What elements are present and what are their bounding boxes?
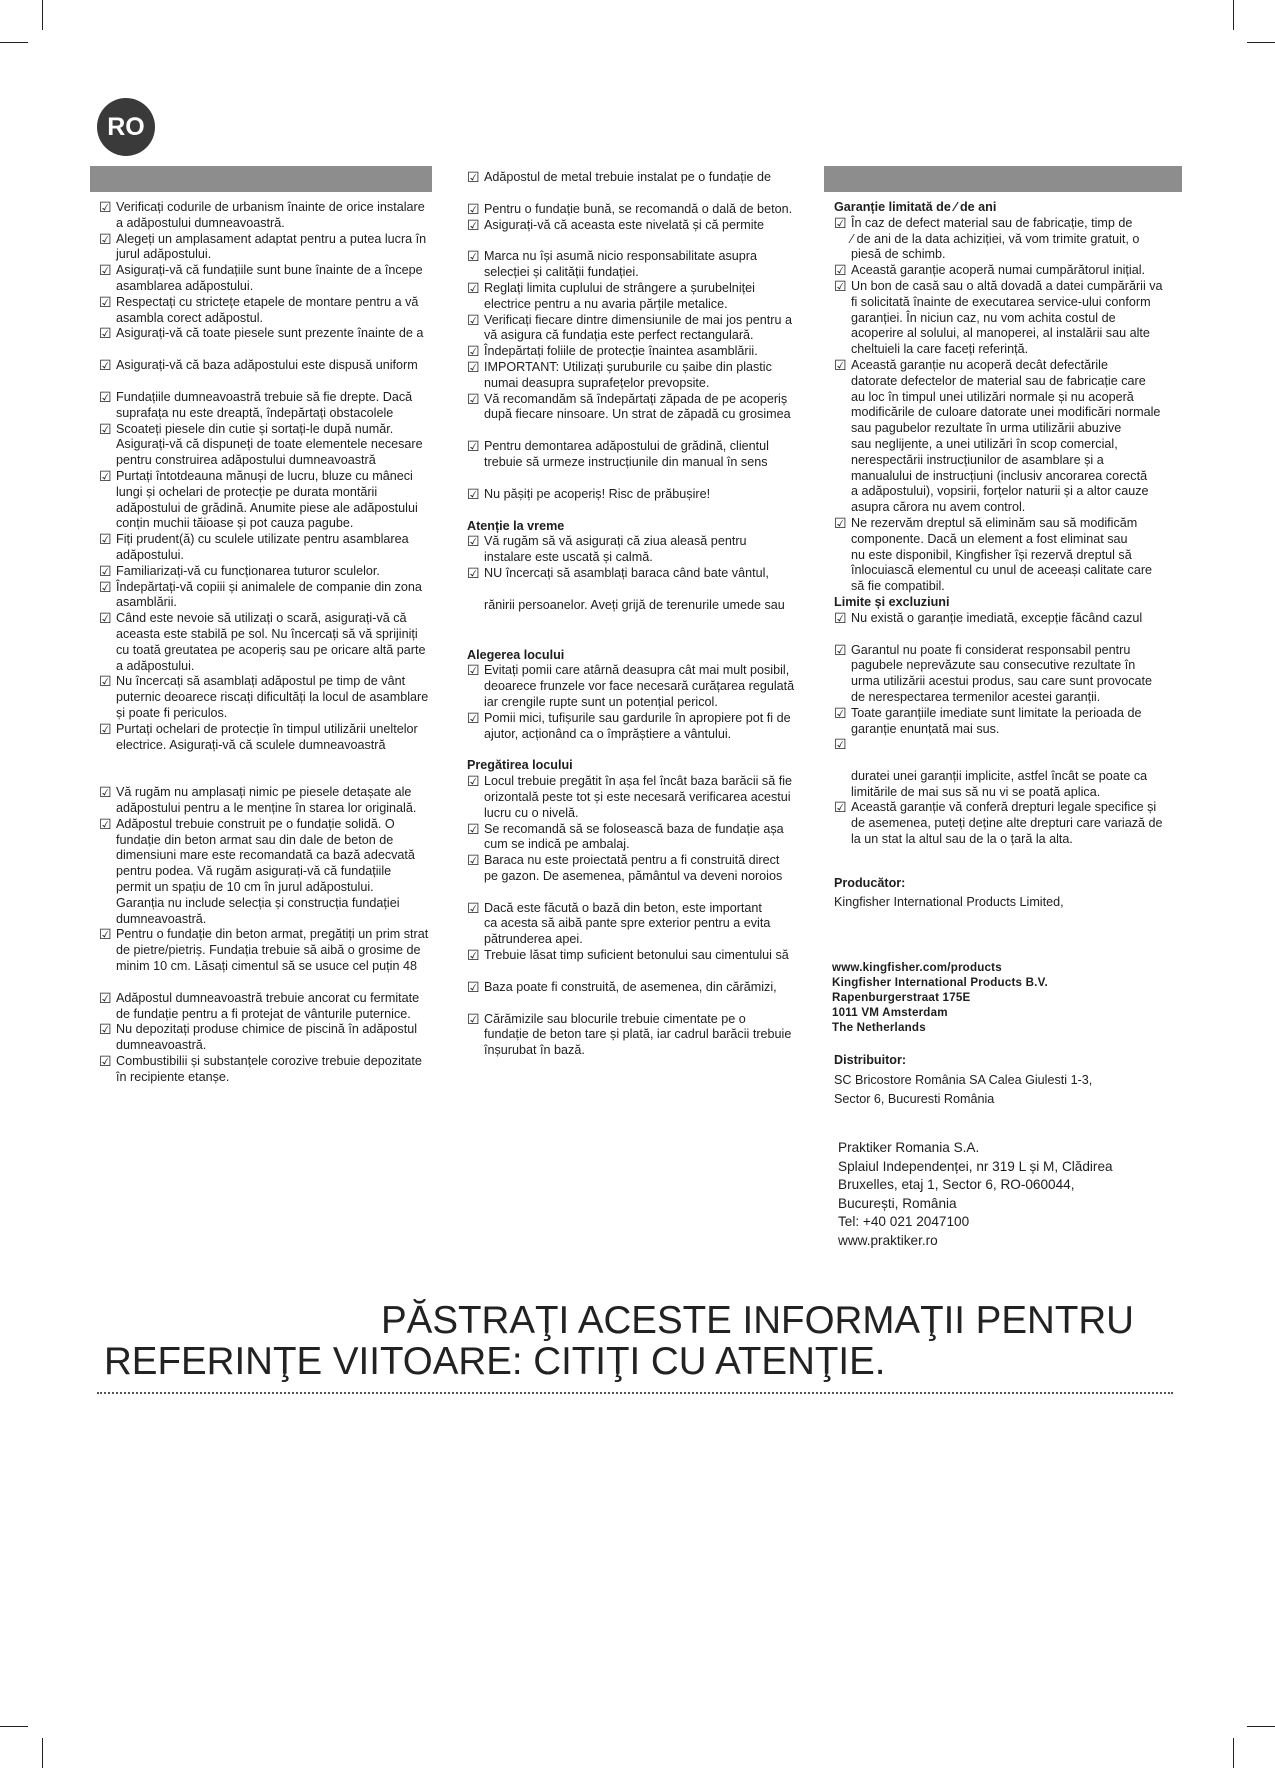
kingfisher-address: www.kingfisher.com/products Kingfisher International Products B.V. Rapenburgerstraat 175E 1011 VM Amsterdam The Netherlands [832, 961, 1048, 1034]
checklist-item [467, 711, 812, 743]
checkbox-icon: ☑ [834, 609, 847, 626]
checkbox-icon: ☑ [467, 564, 480, 581]
checkbox-icon: ☑ [99, 262, 112, 279]
footer-line-1: PĂSTRAŢI ACESTE INFORMAŢII PENTRU [381, 1299, 1134, 1342]
section-header-bar [90, 166, 432, 192]
checklist-item-text: Reglați limita cuplului de strângere a șurubelniței electrice pentru a nu avaria părțile metalice. [484, 280, 755, 311]
checkbox-icon: ☑ [99, 420, 112, 437]
checklist-item-text: Această garanție vă conferă drepturi legale specifice și de asemenea, puteți deține alte drepturi care variază de la un stat la altul sau de la o țară la alta. [851, 800, 1163, 847]
checklist-item-text: Vă rugăm nu amplasați nimic pe piesele detașate ale adăpostului pentru a le menține în starea lor originală. [116, 785, 417, 816]
checklist-item-text: Pentru o fundație din beton armat, pregătiți un prim strat de pietre/pietriș. Fundația trebuie să aibă o grosime de minim 10 cm. Lăsați cimentul să se usuce cel puțin 48 [116, 927, 429, 974]
checklist-item-text: Îndepărtați-vă copiii și animalele de companie din zona asamblării. [116, 579, 422, 610]
crop-mark [42, 0, 43, 30]
checklist-item-text: Verificați fiecare dintre dimensiunile de mai jos pentru a vă asigura că fundația este perfect rectangulară. [484, 312, 793, 343]
checkbox-icon: ☑ [467, 709, 480, 726]
warranty-title: Garanție limitată de ⁄ de ani [834, 200, 997, 214]
checkbox-icon: ☑ [99, 531, 112, 548]
checklist-item-text: Alegeți un amplasament adaptat pentru a putea lucra în jurul adăpostului. [116, 231, 427, 262]
checklist-item-text: Nu depozitați produse chimice de piscină în adăpostul dumneavoastră. [116, 1022, 418, 1053]
checklist-item-text: Evitați pomii care atârnă deasupra cât mai mult posibil, deoarece frunzele vor face necesară curățarea regulată iar crengile rupte sunt un potențial pericol. [484, 663, 795, 709]
checklist-item-text: Scoateți piesele din cutie și sortați-le după număr. Asigurați-vă că dispuneți de toate elementele necesare pentru construirea adăpostului dumneavoastră [116, 421, 423, 468]
checklist-item [467, 392, 812, 424]
checklist-item [99, 1054, 439, 1086]
producer-name: Kingfisher International Products Limited, [834, 895, 1064, 909]
checklist-item [467, 439, 812, 471]
checklist-item [834, 279, 1184, 358]
checklist-item-text: Locul trebuie pregătit în așa fel încât baza barăcii să fie orizontală peste tot și este necesară verificarea acestui lucru cu o nivelă. [484, 774, 793, 820]
checklist-item [467, 853, 812, 885]
checklist-item [99, 580, 439, 612]
checklist-item [467, 218, 812, 234]
checkbox-icon: ☑ [467, 773, 480, 790]
limits-title: Limite și excluziuni [834, 594, 950, 609]
checkbox-icon: ☑ [834, 799, 847, 816]
checklist-item [99, 232, 439, 264]
checkbox-icon: ☑ [467, 169, 480, 185]
praktiker-address: Praktiker Romania S.A. Splaiul Independenței, nr 319 L și M, Clădirea Bruxelles, etaj 1, Sector 6, RO-060044, București, România Tel: +40 021 2047100 www.praktiker.ro [838, 1140, 1113, 1248]
checkbox-icon: ☑ [467, 343, 480, 360]
checklist-item-text: Fundațiile dumneavoastră trebuie să fie drepte. Dacă suprafața nu este dreaptă, îndepărtați obstacolele [116, 389, 413, 420]
checkbox-icon: ☑ [834, 356, 847, 373]
checkbox-icon: ☑ [467, 1010, 480, 1027]
checklist-item [834, 643, 1184, 706]
checkbox-icon: ☑ [834, 641, 847, 658]
checklist-item-text: Purtați ochelari de protecție în timpul utilizării uneltelor electrice. Asigurați-vă că sculele dumneavoastră [116, 721, 418, 752]
checkbox-icon: ☑ [834, 704, 847, 721]
checklist-item-text: duratei unei garanții implicite, astfel încât se poate ca limitările de mai sus să nu vi se poată aplica. [851, 768, 1148, 799]
dotted-divider [97, 1392, 1173, 1394]
checklist-item-text: Vă rugăm să vă asigurați că ziua aleasă pentru instalare este uscată și calmă. [484, 534, 747, 565]
checkbox-icon: ☑ [99, 989, 112, 1006]
checklist-item-text: Verificați codurile de urbanism înainte de orice instalare a adăpostului dumneavoastră. [116, 200, 425, 230]
checklist-item [99, 564, 439, 580]
checklist-item-text: Nu există o garanție imediată, excepție făcând cazul [851, 610, 1143, 625]
checkbox-icon: ☑ [467, 358, 480, 375]
checkbox-icon: ☑ [99, 293, 112, 310]
checkbox-icon: ☑ [467, 248, 480, 265]
checklist-item [99, 326, 439, 342]
checklist-item-text: Toate garanțiile imediate sunt limitate la perioada de garanție enunțată mai sus. [851, 705, 1142, 736]
checklist-item-text: Fiți prudent(ă) cu sculele utilizate pentru asamblarea adăpostului. [116, 532, 409, 562]
checklist-item-text: Când este nevoie să utilizați o scară, asigurați-vă că aceasta este stabilă pe sol. Nu încercați să vă sprijiniți cu toată greutatea pe acoperiș sau pe oricare altă parte a adăpostului. [116, 611, 426, 673]
checklist-item [99, 817, 439, 928]
warranty-column [834, 200, 1184, 848]
checklist-item-text: Asigurați-vă că aceasta este nivelată și că permite [484, 217, 764, 232]
checklist-item [467, 1012, 812, 1059]
checkbox-icon: ☑ [99, 357, 112, 374]
checkbox-icon: ☑ [99, 199, 112, 215]
checklist-item [99, 532, 439, 564]
checkbox-icon: ☑ [834, 514, 847, 531]
checkbox-icon: ☑ [834, 262, 847, 279]
checkbox-icon: ☑ [99, 562, 112, 579]
crop-mark [42, 1738, 43, 1768]
checklist-item [467, 313, 812, 345]
crop-mark [1233, 1738, 1234, 1768]
checklist-item-text: NU încercați să asamblați baraca când bate vântul, [484, 565, 769, 580]
foundation-column [467, 170, 812, 1059]
checkbox-icon: ☑ [467, 662, 480, 679]
checkbox-icon: ☑ [99, 467, 112, 484]
location-title: Alegerea locului [467, 647, 565, 662]
checklist-item [99, 1022, 439, 1054]
checklist-item [99, 785, 439, 817]
checkbox-icon: ☑ [99, 1021, 112, 1038]
checklist-item [467, 663, 812, 710]
checklist-item-text: Familiarizați-vă cu funcționarea tuturor sculelor. [116, 563, 380, 578]
checklist-item-text: Se recomandă să se folosească baza de fundație așa cum se indică pe ambalaj. [484, 821, 784, 852]
checklist-item [467, 534, 812, 566]
checkbox-icon: ☑ [467, 216, 480, 233]
checklist-item-text: Adăpostul de metal trebuie instalat pe o fundație de [484, 170, 772, 184]
checklist-item-text: Trebuie lăsat timp suficient betonului sau cimentului să [484, 948, 789, 963]
checklist-item-text: Adăpostul trebuie construit pe o fundație solidă. O fundație din beton armat sau din dale de beton de dimensiuni mare este recomandată ca bază adecvată pentru podea. Vă rugăm asigurați-vă că fundațiile permit un spațiu de 10 cm în jurul adăpostului. Garanția nu include selecția și construcția fundației dumneavoastră. [116, 816, 415, 926]
checkbox-icon: ☑ [467, 978, 480, 995]
producer-title: Producător: [834, 876, 906, 890]
checklist-item-text: Vă recomandăm să îndepărtați zăpada de pe acoperiș după fiecare ninsoare. Un strat de zăpadă cu grosimea [484, 391, 791, 422]
preparation-title: Pregătirea locului [467, 758, 573, 773]
checklist-item [467, 566, 812, 582]
checklist-item-text: Cărămizile sau blocurile trebuie cimentate pe o fundație de beton tare și plată, iar cadrul barăcii trebuie înșurubat în bază. [484, 1011, 792, 1058]
section-header-bar [824, 166, 1182, 192]
checklist-item-text: Această garanție nu acoperă decât defectările datorate defectelor de material sau de fabricație care au loc în timpul unei utilizări normale și nu acoperă modificările de culoare datorate unei modificări normale sau pagubelor rezultate în urma utilizării abuzive sau neglijente, a unei utilizări în scop comercial, nerespectării instrucțiunilor de asamblare și a manualului de instrucțiuni (inclusiv ancorarea corectă a adăpostului), vopsirii, forțelor naturii și a altor cauze asupra cărora nu avem control. [851, 357, 1161, 515]
checklist-item-text: Pentru o fundație bună, se recomandă o dală de beton. [484, 201, 793, 216]
checklist-item [834, 516, 1184, 595]
checkbox-icon: ☑ [99, 926, 112, 943]
checkbox-icon: ☑ [834, 736, 847, 753]
checklist-item [467, 487, 812, 503]
checklist-item-text: Un bon de casă sau o altă dovadă a datei cumpărării va fi solicitată înainte de executarea service-ului conform garanției. În niciun caz, nu vom achita costul de acoperire al solului, al manoperei, al instalării sau alte cheltuieli la care faceți referință. [851, 278, 1163, 357]
checkbox-icon: ☑ [834, 277, 847, 294]
checkbox-icon: ☑ [99, 578, 112, 595]
checklist-item-text: IMPORTANT: Utilizați șuruburile cu șaibe din plastic numai deasupra suprafețelor prevopsite. [484, 359, 772, 390]
checklist-item [467, 948, 812, 964]
checklist-item-text: În caz de defect material sau de fabricație, timp de ⁄ de ani de la data achiziției, vă vom trimite gratuit, o piesă de schimb. [851, 215, 1140, 262]
checklist-item-text: Asigurați-vă că toate piesele sunt prezente înainte de a [116, 326, 424, 341]
checklist-item [99, 295, 439, 327]
checklist-item-text: Ne rezervăm dreptul să eliminăm sau să modificăm componente. Dacă un element a fost eliminat sau nu este disponibil, Kingfisher își rezervă dreptul să înlocuiască elementul cu unul de aceeași calitate care să fie compatibil. [851, 515, 1153, 594]
distributor-title: Distribuitor: [834, 1053, 907, 1067]
checklist-item [99, 200, 439, 232]
distributor-address: SC Bricostore România SA Calea Giulesti 1-3, Sector 6, Bucuresti România [834, 1073, 1093, 1106]
checklist-item-text: Respectați cu strictețe etapele de montare pentru a vă asambla corect adăpostul. [116, 294, 419, 325]
checkbox-icon: ☑ [467, 438, 480, 455]
checkbox-icon: ☑ [467, 200, 480, 217]
checkbox-icon: ☑ [467, 485, 480, 502]
checklist-item-text: Pomii mici, tufișurile sau gardurile în apropiere pot fi de ajutor, acționând ca o împrăștiere a vântului. [484, 710, 791, 741]
crop-mark [1233, 0, 1234, 30]
checklist-item-text: Dacă este făcută o bază din beton, este important ca acesta să aibă pante spre exterior pentru a evita pătrunderea apei. [484, 900, 771, 947]
crop-mark [1247, 42, 1275, 43]
weather-tail-text: rănirii persoanelor. Aveți grijă de terenurile umede sau [484, 597, 785, 612]
checkbox-icon: ☑ [467, 852, 480, 869]
checklist-item [99, 674, 439, 721]
checkbox-icon: ☑ [467, 279, 480, 296]
checklist-item [834, 800, 1184, 847]
checkbox-icon: ☑ [99, 230, 112, 247]
checklist-item-text: Pentru demontarea adăpostului de grădină, clientul trebuie să urmeze instrucțiunile din manual în sens [484, 439, 769, 469]
checklist-item-text: Nu încercați să asamblați adăpostul pe timp de vânt puternic deoarece riscați dificultăți la locul de asamblare și poate fi periculos. [116, 674, 429, 720]
checklist-item [467, 980, 812, 996]
crop-mark [0, 42, 28, 43]
checkbox-icon: ☑ [99, 815, 112, 832]
checkbox-icon: ☑ [99, 388, 112, 405]
checklist-item [467, 774, 812, 821]
checklist-item [834, 263, 1184, 279]
checklist-item [834, 216, 1184, 263]
checklist-item [99, 991, 439, 1023]
checkbox-icon: ☑ [467, 390, 480, 407]
checklist-item [99, 422, 439, 469]
checklist-item-text: Adăpostul dumneavoastră trebuie ancorat cu fermitate de fundație pentru a fi protejat de vânturile puternice. [116, 990, 420, 1021]
checklist-item-text: Baraca nu este proiectată pentru a fi construită direct pe gazon. De asemenea, pământul va deveni noroios [484, 853, 783, 883]
checklist-item-text: Asigurați-vă că fundațiile sunt bune înainte de a începe asamblarea adăpostului. [116, 263, 423, 293]
checklist-item-text: Garantul nu poate fi considerat responsabil pentru pagubele neprevăzute sau consecutive rezultate în urma utilizării acestui produs, sau care sunt provocate de nerespectarea termenilor acestei garanții. [851, 642, 1152, 704]
checkbox-icon: ☑ [99, 1053, 112, 1070]
checklist-item-text: Combustibilii și substanțele corozive trebuie depozitate în recipiente etanșe. [116, 1054, 422, 1084]
checkbox-icon: ☑ [834, 214, 847, 231]
checklist-item [99, 469, 439, 532]
checkbox-icon: ☑ [467, 820, 480, 837]
checklist-item [834, 737, 1184, 800]
checkbox-icon: ☑ [99, 673, 112, 690]
checkbox-icon: ☑ [467, 533, 480, 550]
checklist-item [467, 901, 812, 948]
checklist-item [99, 263, 439, 295]
checklist-item-text: Baza poate fi construită, de asemenea, din cărămizi, [484, 979, 777, 994]
crop-mark [1247, 1726, 1275, 1727]
checklist-item [99, 722, 439, 754]
checkbox-icon: ☑ [467, 947, 480, 964]
checkbox-icon: ☑ [467, 899, 480, 916]
safety-column [99, 200, 439, 1086]
checklist-item [467, 344, 812, 360]
checklist-item-text: Asigurați-vă că baza adăpostului este dispusă uniform [116, 358, 418, 373]
checklist-item [467, 249, 812, 281]
checklist-item [834, 706, 1184, 738]
crop-mark [0, 1726, 28, 1727]
checklist-item [467, 202, 812, 218]
checklist-item-text: Purtați întotdeauna mănuși de lucru, bluze cu mâneci lungi și ochelari de protecție pe durata montării adăpostului de grădină. Anumite piese ale adăpostului conțin muchii tăioase și pot cauza pagube. [116, 468, 418, 531]
weather-title: Atenție la vreme [467, 518, 565, 533]
checklist-item [834, 358, 1184, 516]
checklist-item-text: Îndepărtați foliile de protecție înaintea asamblării. [484, 344, 758, 359]
checklist-item [99, 927, 439, 974]
checklist-item [467, 170, 812, 186]
checklist-item-text: Marca nu își asumă nicio responsabilitate asupra selecției și calității fundației. [484, 249, 758, 280]
checklist-item-text: Această garanție acoperă numai cumpărătorul inițial. [851, 263, 1146, 278]
checklist-item [467, 822, 812, 854]
checklist-item [99, 358, 439, 374]
checklist-item [467, 281, 812, 313]
checklist-item [99, 390, 439, 422]
checklist-item-text: Nu pășiți pe acoperiș! Risc de prăbușire! [484, 486, 711, 501]
footer-notice [104, 1300, 1184, 1382]
checkbox-icon: ☑ [467, 311, 480, 328]
checkbox-icon: ☑ [99, 720, 112, 737]
checklist-item [834, 611, 1184, 627]
checkbox-icon: ☑ [99, 784, 112, 801]
footer-line-2: REFERINŢE VIITOARE: CITIŢI CU ATENŢIE. [104, 1340, 886, 1383]
checklist-item [99, 611, 439, 674]
checkbox-icon: ☑ [99, 325, 112, 342]
language-badge: RO [97, 98, 155, 156]
checklist-item [467, 360, 812, 392]
checkbox-icon: ☑ [99, 610, 112, 627]
